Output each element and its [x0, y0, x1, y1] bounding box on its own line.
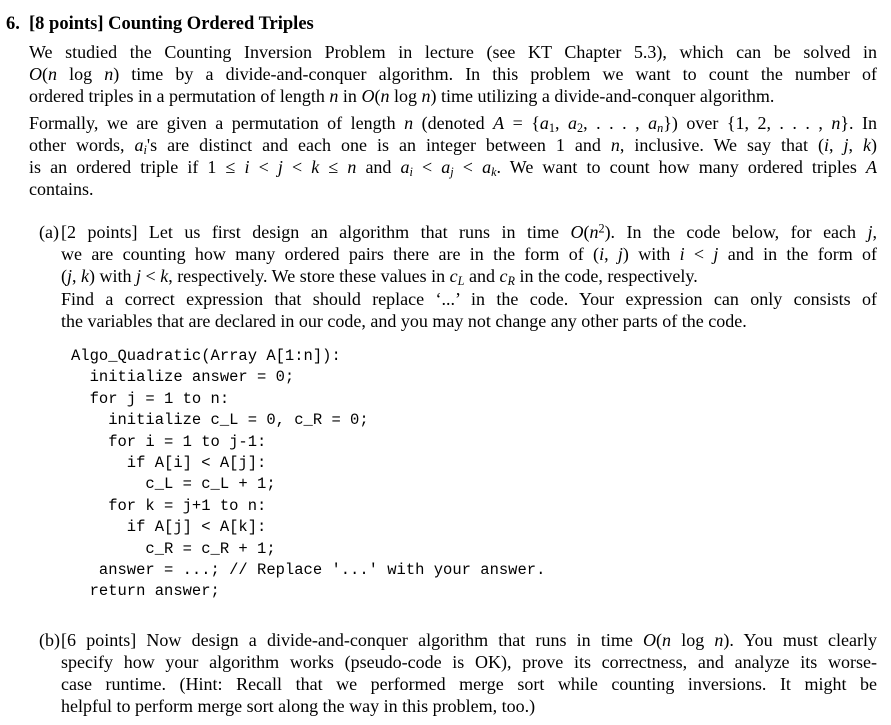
pseudocode-line: for j = 1 to n:	[71, 389, 230, 408]
part-b-paragraph-line: specify how your algorithm works (pseudo-code is OK), prove its correctness, and analyze its worse-	[61, 652, 877, 672]
pseudocode-line: for k = j+1 to n:	[71, 496, 267, 515]
pseudocode-line: c_R = c_R + 1;	[71, 539, 276, 558]
part-a-paragraph-1-line: we are counting how many ordered pairs there are in the form of (i, j) with i < j and in the form of	[61, 244, 878, 264]
part-a-paragraph-2	[61, 288, 877, 332]
part-b-label: (b)	[39, 630, 60, 650]
part-a-paragraph-1-line: (j, k) with j < k, respectively. We store these values in $c_L$ and $c_R$ in the code, respectively.	[61, 266, 698, 289]
intro-paragraph-2-line: other words, $a_i's$ are distinct and each one is an integer between 1 and n, inclusive. We say that (i, j, k)	[29, 135, 878, 158]
part-b-paragraph	[61, 629, 877, 717]
part-b-paragraph-line: helpful to perform merge sort along the way in this problem, too.)	[61, 696, 536, 716]
intro-paragraph-1	[29, 41, 877, 107]
intro-paragraph-2-line: Formally, we are given a permutation of length n (denoted $A = \{a_1$, $a_2$, . . . , $a_n$}) over {1, 2, . . . , n}. In	[29, 113, 878, 136]
intro-paragraph-2	[29, 112, 877, 200]
part-a-paragraph-1	[61, 221, 877, 287]
pseudocode-line: if A[j] < A[k]:	[71, 518, 267, 537]
intro-paragraph-1-line: ordered triples in a permutation of length n in O(n log n) time utilizing a divide-and-conquer algorithm.	[29, 86, 775, 106]
part-b-paragraph-line: case runtime. (Hint: Recall that we performed merge sort while counting inversions. It might be	[61, 674, 877, 694]
pseudocode-line: if A[i] < A[j]:	[71, 454, 267, 473]
intro-paragraph-1-line: O(n log n) time by a divide-and-conquer algorithm. In this problem we want to count the number of	[29, 64, 877, 84]
problem-title: [8 points] Counting Ordered Triples	[29, 14, 314, 34]
pseudocode-line: answer = ...; // Replace '...' with your answer.	[71, 561, 546, 580]
part-a-paragraph-2-line: Find a correct expression that should replace ‘...’ in the code. Your expression can only consists of	[61, 289, 877, 309]
pseudocode-block	[71, 346, 545, 603]
pseudocode-line: initialize c_L = 0, c_R = 0;	[71, 411, 369, 430]
pseudocode-line: for i = 1 to j-1:	[71, 432, 267, 451]
part-a-label: (a)	[39, 222, 59, 242]
pseudocode-line: Algo_Quadratic(Array A[1:n]):	[71, 347, 341, 365]
intro-paragraph-2-line: contains.	[29, 179, 94, 199]
part-a-paragraph-1-line: [2 points] Let us first design an algorithm that runs in time $O(n^2)$. In the code below, for each j,	[61, 221, 878, 242]
pseudocode-line: initialize answer = 0;	[71, 368, 295, 387]
part-a-paragraph-2-line: the variables that are declared in our code, and you may not change any other parts of the code.	[61, 311, 747, 331]
intro-paragraph-2-line: is an ordered triple if 1 ≤ i < j < k ≤ n and $a_i < a_j < a_k$. We want to count how many ordered triples A	[29, 157, 878, 180]
part-b-paragraph-line: [6 points] Now design a divide-and-conquer algorithm that runs in time O(n log n). You must clearly	[61, 630, 877, 650]
pseudocode-line: return answer;	[71, 582, 220, 601]
pseudocode-line: c_L = c_L + 1;	[71, 475, 276, 494]
intro-paragraph-1-line: We studied the Counting Inversion Problem in lecture (see KT Chapter 5.3), which can be solved in	[29, 42, 877, 62]
problem-number: 6.	[6, 14, 20, 34]
